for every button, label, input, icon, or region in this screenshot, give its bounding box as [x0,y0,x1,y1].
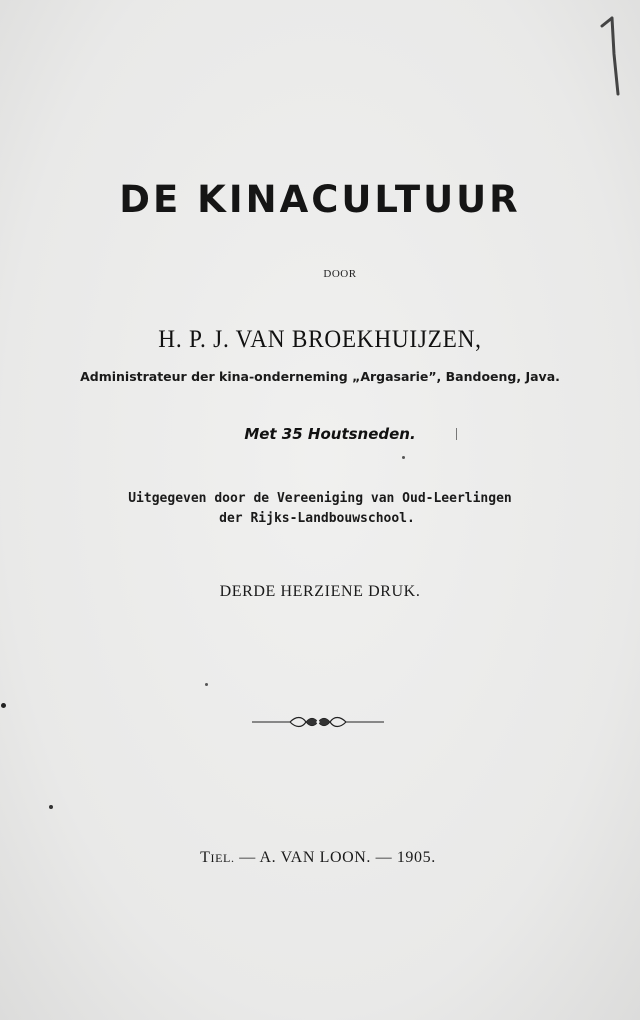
speck-lower [205,683,208,686]
publisher-line-1: Uitgegeven door de Vereeniging van Oud-Leerlingen [128,491,512,506]
author-name: H. P. J. VAN BROEKHUIJZEN, [158,326,482,353]
author-affiliation: Administrateur der kina-onderneming „Argasarie”, Bandoeng, Java. [80,369,560,384]
speck-left-1 [1,703,6,708]
pencil-mark [598,14,626,98]
imprint-publisher-year: — A. VAN LOON. — 1905. [234,849,436,866]
speck-mid [402,456,405,459]
byline-door: DOOR [323,268,357,280]
imprint-city-rest: IEL. [210,851,235,865]
speck-left-2 [49,805,53,809]
illustrations-note: Met 35 Houtsneden. [244,425,416,443]
ornament-divider [250,714,386,730]
edition-statement: DERDE HERZIENE DRUK. [219,583,421,600]
book-title: DE KINACULTUUR [119,178,521,221]
speck-tick [456,428,457,440]
publisher-line-2: der Rijks-Landbouwschool. [219,511,415,526]
imprint-city-initial: T [200,849,211,866]
imprint-line [0,849,638,867]
